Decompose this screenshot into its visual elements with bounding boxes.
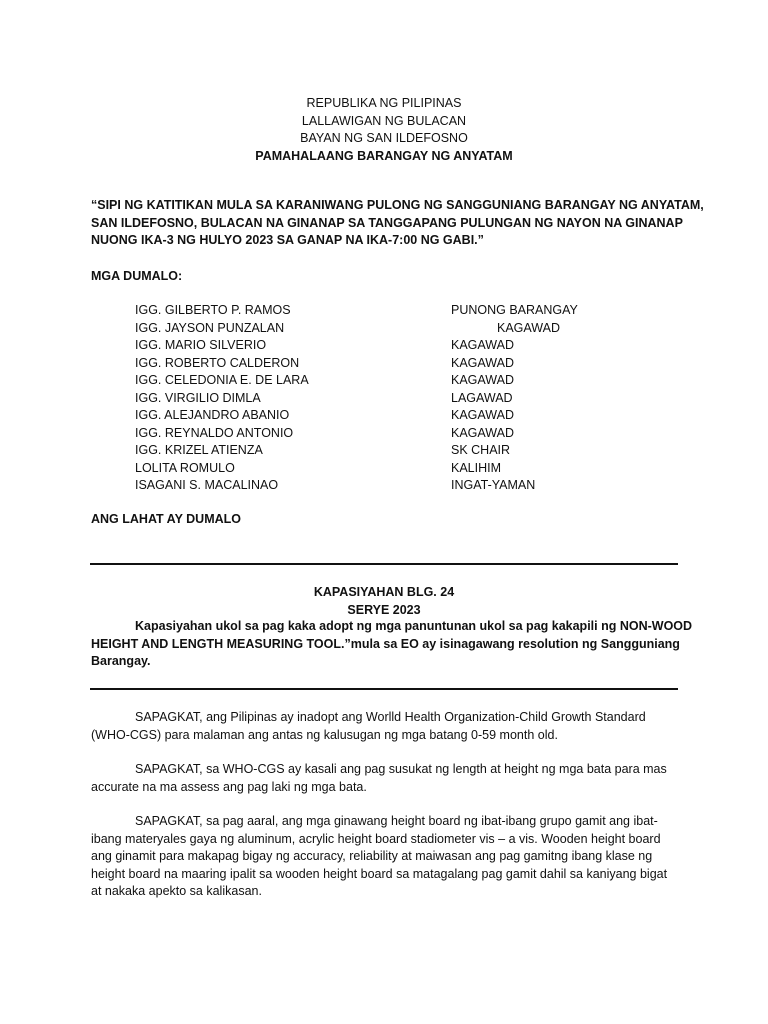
resolution-series: SERYE 2023	[347, 602, 421, 617]
attendee-row	[0, 442, 768, 460]
attendee-row	[0, 425, 768, 443]
minutes-title-line: SAN ILDEFOSNO, BULACAN NA GINANAP SA TANGGAPANG PULUNGAN NG NAYON NA GINANAP	[91, 215, 683, 230]
divider-top	[90, 563, 678, 565]
attendee-row	[0, 320, 768, 338]
minutes-title	[91, 197, 704, 250]
attendee-role: KAGAWAD	[451, 373, 514, 387]
attendee-row	[0, 355, 768, 373]
attendee-name: ISAGANI S. MACALINAO	[135, 478, 279, 492]
attendee-row	[0, 460, 768, 478]
attendee-role: KALIHIM	[451, 460, 502, 475]
paragraph-line: SAPAGKAT, ang Pilipinas ay inadopt ang Worlld Health Organization-Child Growth Standard	[135, 710, 646, 724]
attendee-role: PUNONG BARANGAY	[451, 303, 578, 317]
attendee-row	[0, 372, 768, 390]
attendee-role: SK CHAIR	[451, 443, 511, 457]
paragraph-line: SAPAGKAT, sa pag aaral, ang mga ginawang height board ng ibat-ibang grupo gamit ang ibat-	[135, 814, 658, 828]
attendee-name: IGG. ALEJANDRO ABANIO	[135, 408, 290, 422]
paragraph-line: at nakaka apekto sa kalikasan.	[91, 884, 262, 898]
minutes-title-line: NUONG IKA-3 NG HULYO 2023 SA GANAP NA IKA-7:00 NG GABI.”	[91, 233, 484, 247]
resolution-header	[0, 584, 768, 619]
resolution-summary-line: HEIGHT AND LENGTH MEASURING TOOL.”mula sa EO ay isinagawang resolution ng Sangguniang	[91, 636, 680, 651]
paragraph-line: ang ginamit para makapag bigay ng accuracy, reliability at maiwasan ang pag gamitng ibang klase ng	[91, 849, 653, 863]
whereas-paragraph-1	[91, 709, 681, 744]
attendee-role: KAGAWAD	[451, 425, 514, 440]
header-country: REPUBLIKA NG PILIPINAS	[306, 96, 462, 110]
whereas-paragraph-2	[91, 761, 681, 796]
attendee-role: LAGAWAD	[451, 390, 513, 405]
paragraph-line: height board na maaring ipalit sa wooden height board sa matagalang pag gamit dahil sa kaniyang bigat	[91, 866, 668, 881]
resolution-number: KAPASIYAHAN BLG. 24	[313, 585, 455, 599]
whereas-paragraph-3	[91, 813, 681, 901]
paragraph-line: ibang materyales gaya ng aluminum, acrylic height board stadiometer vis – a vis. Wooden height board	[91, 831, 661, 846]
attendees-heading: MGA DUMALO:	[91, 269, 183, 283]
minutes-title-line: “SIPI NG KATITIKAN MULA SA KARANIWANG PULONG NG SANGGUNIANG BARANGAY NG ANYATAM,	[91, 198, 704, 212]
attendee-name: IGG. ROBERTO CALDERON	[135, 355, 300, 370]
attendees-list	[0, 302, 768, 495]
resolution-summary-line: Kapasiyahan ukol sa pag kaka adopt ng mga panuntunan ukol sa pag kakapili ng NON-WOOD	[135, 619, 693, 633]
attendee-role: KAGAWAD	[451, 408, 514, 422]
attendee-role: KAGAWAD	[451, 355, 514, 370]
attendee-row	[0, 390, 768, 408]
attendee-name: LOLITA ROMULO	[135, 460, 235, 475]
resolution-summary	[91, 618, 693, 671]
attendee-row	[0, 407, 768, 425]
attendee-name: IGG. REYNALDO ANTONIO	[135, 425, 294, 440]
document-header	[0, 95, 768, 165]
header-barangay: PAMAHALAANG BARANGAY NG ANYATAM	[255, 148, 513, 163]
attendee-row	[0, 302, 768, 320]
attendee-role: KAGAWAD	[451, 338, 514, 352]
attendee-name: IGG. MARIO SILVERIO	[135, 338, 267, 352]
divider-bottom	[90, 688, 678, 690]
attendee-role: KAGAWAD	[497, 320, 560, 335]
attendee-row	[0, 477, 768, 495]
attendee-name: IGG. CELEDONIA E. DE LARA	[135, 373, 309, 387]
resolution-summary-line: Barangay.	[91, 654, 151, 668]
attendee-name: IGG. GILBERTO P. RAMOS	[135, 303, 291, 317]
paragraph-line: (WHO-CGS) para malaman ang antas ng kalusugan ng mga batang 0-59 month old.	[91, 727, 558, 742]
attendee-name: IGG. VIRGILIO DIMLA	[135, 390, 261, 405]
attendance-note: ANG LAHAT AY DUMALO	[91, 512, 241, 526]
paragraph-line: SAPAGKAT, sa WHO-CGS ay kasali ang pag susukat ng length at height ng mga bata para mas	[135, 762, 667, 776]
attendee-role: INGAT-YAMAN	[451, 478, 536, 492]
attendee-row	[0, 337, 768, 355]
attendee-name: IGG. KRIZEL ATIENZA	[135, 443, 263, 457]
header-municipality: BAYAN NG SAN ILDEFOSNO	[300, 131, 468, 145]
attendee-name: IGG. JAYSON PUNZALAN	[135, 320, 285, 335]
header-province: LALLAWIGAN NG BULACAN	[301, 113, 467, 128]
paragraph-line: accurate na ma assess ang pag laki ng mga bata.	[91, 779, 367, 794]
